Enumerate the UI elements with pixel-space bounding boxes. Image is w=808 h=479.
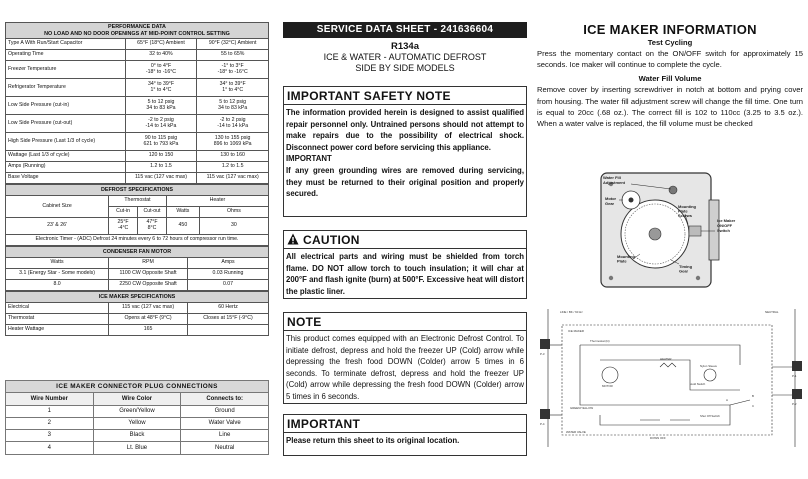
performance-row-90f: 1.2 to 1.5 (197, 162, 269, 173)
plug-wire-color: Green/Yellow (93, 405, 181, 417)
wiring-switch-a: A (726, 398, 728, 402)
wiring-heater-label: HEATER (660, 357, 672, 361)
defrost-cutout-value: 47°F 8°C (138, 218, 167, 235)
fig-label-timing: Timing (679, 264, 693, 269)
wiring-thermostat-label: Thermostat (bi) (590, 339, 610, 343)
performance-row-label: Low Side Pressure (cut-out) (6, 115, 126, 133)
plug-connects-to: Line (181, 430, 269, 442)
fig-label-water-fill: Water Fill (603, 175, 621, 180)
performance-row (6, 50, 269, 61)
plug-wire-number: 4 (6, 442, 94, 454)
caution-title: CAUTION (303, 233, 360, 247)
wiring-switch-c: C (752, 404, 755, 408)
icemaker-spec-title: ICE MAKER SPECIFICATIONS (6, 292, 269, 303)
note-title: NOTE (284, 313, 526, 331)
performance-row-65f: 34° to 39°F 1° to 4°C (125, 79, 197, 97)
icemaker-spec-row (6, 303, 269, 314)
performance-row-90f: 130 to 155 psig 896 to 1069 kPa (197, 133, 269, 151)
note-text: This product comes equipped with an Electronic Defrost Control. To initiate defrost, depress and hold the freezer UP (Cold) arrow while depressing the fresh food DOWN (Colder) arrow 5 times in 6 seconds. To terminate defrost, depress and hold the freezer UP (Cold) arrow while depressing the fresh food DOWN (Colder) arrow 5 times in 6 seconds. (286, 334, 524, 401)
icemaker-spec-value-2: 60 Hertz (187, 303, 268, 314)
plug-connects-to: Ground (181, 405, 269, 417)
fig-label-on-off: ON/OFF (717, 223, 733, 228)
wiring-line-label: LINE / BK / 60 Hz (560, 310, 583, 314)
condenser-amps: 0.03 Running (187, 269, 268, 280)
performance-row (6, 173, 269, 184)
mounting-screw-3 (609, 276, 613, 280)
icemaker-spec-value-2 (187, 325, 268, 336)
motor-gear-center (629, 198, 634, 203)
test-cycling-title: Test Cycling (647, 38, 693, 47)
performance-row (6, 115, 269, 133)
important-text: Please return this sheet to its original location. (286, 436, 460, 445)
performance-row (6, 39, 269, 50)
fig-label-mount-plate-2: Plate (617, 258, 627, 264)
performance-row-label: Wattage (Last 1/3 of cycle) (6, 151, 126, 162)
safety-important-label: IMPORTANT (286, 154, 332, 164)
plug-title: ICE MAKER CONNECTOR PLUG CONNECTIONS (6, 381, 269, 393)
condenser-watts: 3.1 (Energy Star - Some models) (6, 269, 109, 280)
defrost-cabinet-header: Cabinet Size (6, 196, 109, 218)
performance-row-90f: 115 vac (127 vac max) (197, 173, 269, 184)
performance-row-90f: 34° to 39°F 1° to 4°C (197, 79, 269, 97)
performance-row-65f: -2 to 2 psig -14 to 14 kPa (125, 115, 197, 133)
defrost-ohms-header: Ohms (199, 207, 268, 218)
plug-wire-color: Lt. Blue (93, 442, 181, 454)
performance-row-65f: 65°F (18°C) Ambient (125, 39, 197, 50)
warning-triangle-icon (287, 233, 299, 245)
wiring-switch-b: B (752, 394, 754, 398)
fig-label-timing-gear: Gear (679, 268, 689, 274)
performance-row-90f: 90°F (32°C) Ambient (197, 39, 269, 50)
defrost-thermostat-header: Thermostat (109, 196, 167, 207)
icemaker-spec-value-1: 165 (109, 325, 188, 336)
connector-p3 (540, 339, 550, 349)
performance-row-label: Refrigerator Temperature (6, 79, 126, 97)
water-fill-text: Remove cover by inserting screwdriver in notch at bottom and prying cover from housing. The water fill adjustment screw will change the fill time. One turn is equal to 20cc (.68 oz.). The correct fill is 102 to 110cc (3.25 to 3.5 oz.). When a water valve is replaced, the fill volume must be checked (537, 85, 803, 129)
condenser-amps-header: Amps (187, 258, 268, 269)
defrost-title: DEFROST SPECIFICATIONS (6, 185, 269, 196)
performance-row-65f: 5 to 12 psig 34 to 83 kPa (125, 97, 197, 115)
connector-p1 (792, 361, 802, 371)
performance-row-65f: 1.2 to 1.5 (125, 162, 197, 173)
fig-label-screws: Screws (678, 213, 693, 218)
safety-note-box (283, 86, 527, 217)
icemaker-info (537, 22, 803, 129)
performance-row-65f: 120 to 150 (125, 151, 197, 162)
gear-hub (649, 228, 661, 240)
plug-connections-table (5, 380, 269, 455)
plug-color-header: Wire Color (93, 393, 181, 405)
performance-row-65f: 90 to 115 psig 621 to 793 kPa (125, 133, 197, 151)
fig-label-adjustment: Adjustment (603, 180, 625, 185)
performance-row-90f: 55 to 65% (197, 50, 269, 61)
performance-row-90f: 130 to 160 (197, 151, 269, 162)
header-block (283, 22, 527, 74)
performance-row (6, 133, 269, 151)
wiring-motor-label: MOTOR (602, 384, 613, 388)
defrost-cutin-header: Cut-in (109, 207, 138, 218)
fig-label-switch: Switch (717, 228, 730, 233)
wiring-nylon-label: Nylon Sleeve (700, 364, 718, 368)
caution-box (283, 230, 527, 299)
plug-connects-header: Connects to: (181, 393, 269, 405)
on-off-switch[interactable] (689, 226, 701, 236)
connector-p4 (540, 409, 550, 419)
plug-connects-to: Water Valve (181, 417, 269, 429)
caution-text: All electrical parts and wiring must be shielded from torch flame. DO NOT allow torch to touch insulation; it will char at 200°F and flash ignite (burn) at 500°F. Excessive heat will distort the plastic liner. (286, 252, 524, 296)
plug-row (6, 417, 269, 429)
test-cycling-text: Press the momentary contact on the ON/OFF switch for approximately 15 seconds. Ice maker will continue to complete the cycle. (537, 49, 803, 70)
icemaker-spec-table (5, 291, 269, 336)
subtitle-line-2: ICE & WATER - AUTOMATIC DEFROST (323, 52, 487, 62)
performance-row-65f: 32 to 40% (125, 50, 197, 61)
service-sheet-title: SERVICE DATA SHEET - 241636604 (283, 22, 527, 38)
wiring-p2-label: P-2 (792, 402, 797, 406)
wiring-down-label: DOWN OFF (650, 436, 666, 440)
wiring-p3-label: P-3 (540, 352, 545, 356)
fig-label-mount-plate: Mounting (617, 254, 635, 259)
spec-tables (5, 22, 269, 336)
defrost-cutin-value: 25°F -4°C (109, 218, 138, 235)
fig-label-plate: Plate (678, 208, 688, 214)
condenser-row (6, 280, 269, 291)
condenser-rpm: 1100 CW Opposite Shaft (109, 269, 188, 280)
performance-row-65f: 115 vac (127 vac max) (125, 173, 197, 184)
safety-note-text: The information provided herein is designed to assist qualified repair personnel only. Untrained persons should not attempt to make repairs due to the possibility of electrical shock. Disconnect power cord before servicing this appliance. (286, 108, 524, 152)
fill-adjust-screw (669, 186, 677, 194)
plug-row (6, 405, 269, 417)
plug-wire-number: 1 (6, 405, 94, 417)
performance-row-65f: 0° to 4°F -18° to -16°C (125, 61, 197, 79)
icemaker-info-title: ICE MAKER INFORMATION (583, 22, 757, 37)
defrost-timer-note: Electronic Timer - (ADC) Defrost 24 minutes every 6 to 72 hours of compressor run time. (6, 235, 269, 246)
wiring-water-valve-label: WATER VALVE (566, 430, 586, 434)
performance-row-90f: -1° to 3°F -18° to -16°C (197, 61, 269, 79)
icemaker-diagram (593, 170, 748, 292)
icemaker-spec-row (6, 314, 269, 325)
plug-row (6, 430, 269, 442)
defrost-ohms-value: 30 (199, 218, 268, 235)
connector-p2 (792, 389, 802, 399)
safety-note-title: IMPORTANT SAFETY NOTE (284, 87, 526, 105)
defrost-heater-header: Heater (166, 196, 268, 207)
performance-row-label: High Side Pressure (Last 1/3 of cycle) (6, 133, 126, 151)
plug-row (6, 442, 269, 454)
condenser-amps: 0.07 (187, 280, 268, 291)
performance-row-label: Base Voltage (6, 173, 126, 184)
fig-label-gear: Gear (605, 201, 615, 206)
performance-row-label: Freezer Temperature (6, 61, 126, 79)
icemaker-spec-value-1: 115 vac (127 vac max) (109, 303, 188, 314)
icemaker-spec-value-2: Closes at 15°F (-9°C) (187, 314, 268, 325)
wiring-neutral-label: NEUTRAL (765, 310, 779, 314)
icemaker-spec-row (6, 325, 269, 336)
wiring-shutoff-label: Shut Off Switch (700, 414, 720, 418)
defrost-cutout-header: Cut-out (138, 207, 167, 218)
fig-label-mounting: Mounting (678, 204, 696, 209)
performance-row-label: Amps (Running) (6, 162, 126, 173)
wiring-p1-label: P-1 (792, 374, 797, 378)
wiring-green-yellow-label: GREEN/YELLOW (570, 406, 594, 410)
condenser-table (5, 246, 269, 291)
defrost-watts-header: Watts (166, 207, 199, 218)
condenser-watts-header: Watts (6, 258, 109, 269)
wiring-diagram (540, 305, 803, 453)
condenser-title: CONDENSER FAN MOTOR (6, 247, 269, 258)
performance-row (6, 61, 269, 79)
icemaker-spec-value-1: Opens at 48°F (9°C) (109, 314, 188, 325)
wiring-hold-switch-label: Hold Switch (690, 382, 706, 386)
wiring-ice-maker-label: ICE MAKER (568, 329, 584, 333)
performance-row-label: Type A With Run/Start Capacitor (6, 39, 126, 50)
performance-row-90f: 5 to 12 psig 34 to 83 kPa (197, 97, 269, 115)
icemaker-spec-label: Electrical (6, 303, 109, 314)
plug-wire-color: Yellow (93, 417, 181, 429)
icemaker-spec-label: Heater Wattage (6, 325, 109, 336)
defrost-table (5, 184, 269, 246)
subtitle-line-3: SIDE BY SIDE MODELS (355, 63, 455, 73)
performance-row-label: Operating Time (6, 50, 126, 61)
performance-row (6, 97, 269, 115)
plug-wire-number: 3 (6, 430, 94, 442)
note-box (283, 312, 527, 404)
wiring-p4-label: P-4 (540, 422, 545, 426)
icemaker-spec-label: Thermostat (6, 314, 109, 325)
performance-table (5, 22, 269, 184)
fig-label-ice-maker: Ice Maker (717, 218, 736, 223)
fig-label-motor: Motor (605, 196, 617, 201)
water-fill-title: Water Fill Volume (638, 74, 702, 84)
mounting-screw-2 (696, 276, 700, 280)
performance-row-90f: -2 to 2 psig -14 to 14 kPa (197, 115, 269, 133)
plug-wire-number: 2 (6, 417, 94, 429)
plug-number-header: Wire Number (6, 393, 94, 405)
defrost-watts-value: 450 (166, 218, 199, 235)
important-box (283, 414, 527, 456)
condenser-rpm-header: RPM (109, 258, 188, 269)
plug-connects-to: Neutral (181, 442, 269, 454)
performance-row (6, 151, 269, 162)
plug-wire-color: Black (93, 430, 181, 442)
safety-important-text: If any green grounding wires are removed during servicing, they must be returned to their original position and properly secured. (286, 165, 524, 199)
important-title: IMPORTANT (284, 415, 526, 433)
defrost-size-value: 23' & 26' (6, 218, 109, 235)
performance-row-label: Low Side Pressure (cut-in) (6, 97, 126, 115)
condenser-rpm: 2250 CW Opposite Shaft (109, 280, 188, 291)
refrigerant-label: R134a (391, 41, 419, 52)
condenser-row (6, 269, 269, 280)
condenser-watts: 8.0 (6, 280, 109, 291)
performance-row (6, 79, 269, 97)
performance-row (6, 162, 269, 173)
performance-title: PERFORMANCE DATA NO LOAD AND NO DOOR OPENINGS AT MID-POINT CONTROL SETTING (6, 23, 269, 39)
